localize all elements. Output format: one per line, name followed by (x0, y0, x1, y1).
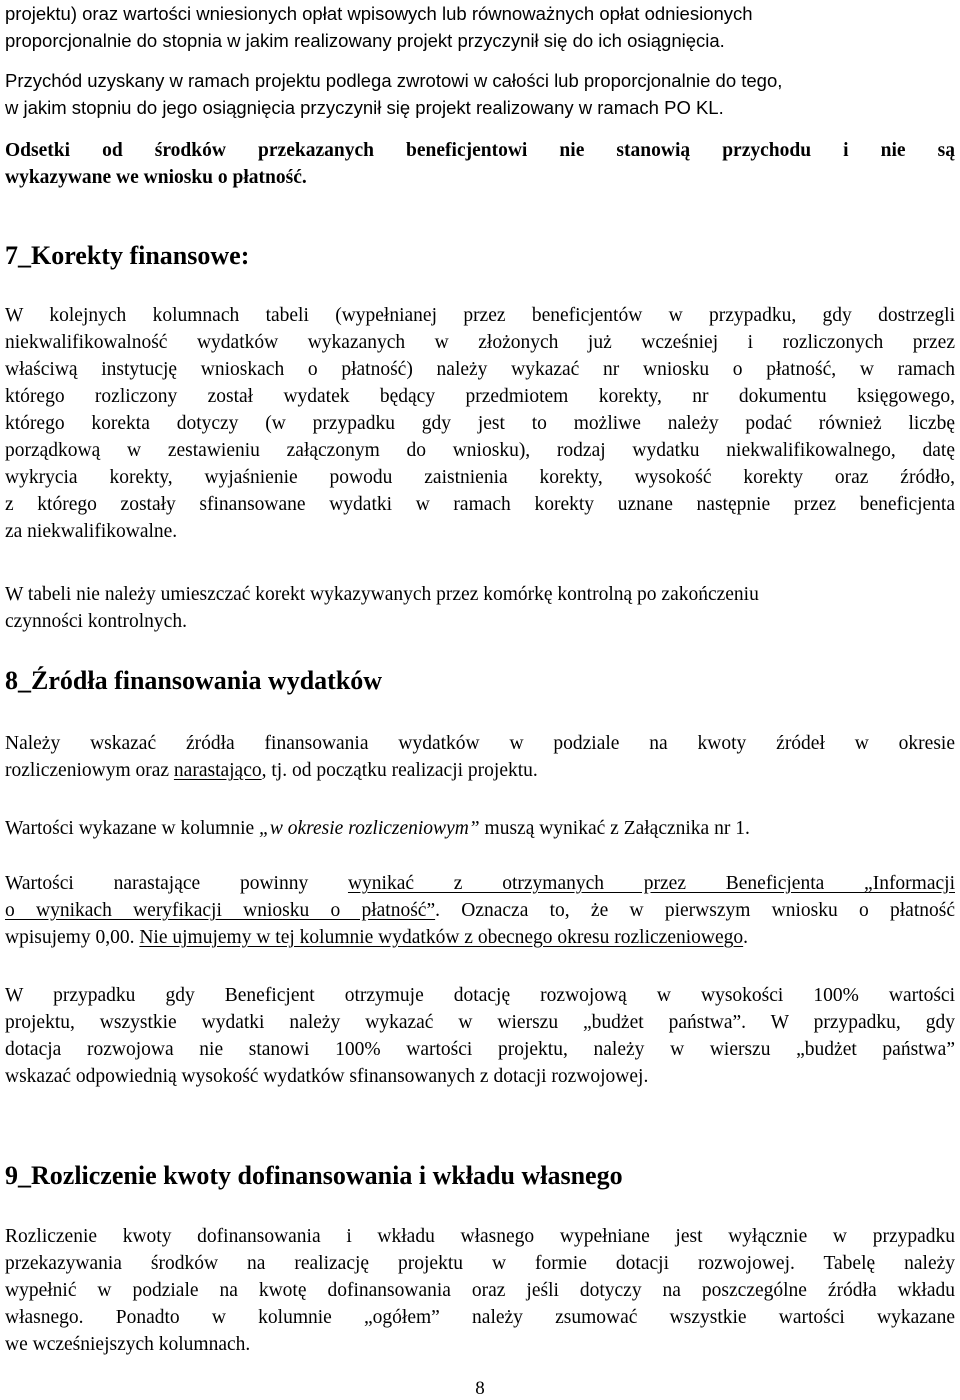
section-8-paragraph-4 (5, 982, 955, 1090)
intro-line: proporcjonalnie do stopnia w jakim realizowany projekt przyczynił się do ich osiągnięcia. (5, 30, 725, 51)
section-9-paragraph-1 (5, 1223, 955, 1358)
text-line: wykrycia korekty, wyjaśnienie powodu zaistnienia korekty, wysokość korekty oraz źródło, (5, 467, 955, 488)
income-line: w jakim stopniu do jego osiągnięcia przyczynił się projekt realizowany w ramach PO KL. (5, 97, 724, 118)
section-8-paragraph-2 (5, 815, 955, 842)
section-9-heading: 9_Rozliczenie kwoty dofinansowania i wkładu własnego (5, 1161, 623, 1190)
text-line: dotacja rozwojowa nie stanowi 100% wartości projektu, należy w wierszu „budżet państwa” (5, 1039, 955, 1060)
interest-line: wykazywane we wniosku o płatność. (5, 167, 307, 188)
underlined-text: wynikać z otrzymanych przez Beneficjenta „Informacji (347, 873, 955, 894)
underlined-text: Nie ujmujemy w tej kolumnie wydatków z obecnego okresu rozliczeniowego (139, 927, 744, 948)
income-line: Przychód uzyskany w ramach projektu podlega zwrotowi w całości lub proporcjonalnie do tego, (5, 70, 783, 91)
text-line: o wynikach weryfikacji wniosku o płatność”. Oznacza to, że w pierwszym wniosku o płatność (5, 900, 955, 921)
interest-note (5, 137, 955, 191)
text-line: czynności kontrolnych. (5, 611, 187, 632)
text-line: Wartości wykazane w kolumnie „w okresie rozliczeniowym” muszą wynikać z Załącznika nr 1. (5, 818, 750, 839)
text-line: W kolejnych kolumnach tabeli (wypełnianej przez beneficjentów w przypadku, gdy dostrzegli (5, 305, 955, 326)
text-line: W przypadku gdy Beneficjent otrzymuje dotację rozwojową w wysokości 100% wartości (5, 985, 955, 1006)
text-line: z którego zostały sfinansowane wydatki w ramach korekty uznane następnie przez beneficjenta (5, 494, 955, 515)
text-line: za niekwalifikowalne. (5, 521, 178, 542)
text-line: przekazywania środków na realizację projektu w formie dotacji rozwojowej. Tabelę należy (5, 1253, 955, 1274)
text-line: którego korekta dotyczy (w przypadku gdy jest to możliwe należy podać również liczbę (5, 413, 955, 434)
text-line: niekwalifikowalność wydatków wykazanych w złożonych już wcześniej i rozliczonych przez (5, 332, 955, 353)
text-line: projektu, wszystkie wydatki należy wykazać w wierszu „budżet państwa”. W przypadku, gdy (5, 1012, 955, 1033)
text-line: wskazać odpowiednią wysokość wydatków sfinansowanych z dotacji rozwojowej. (5, 1066, 649, 1087)
section-8-heading: 8_Źródła finansowania wydatków (5, 666, 383, 695)
italic-text: „w okresie rozliczeniowym” (259, 818, 480, 839)
income-paragraph (5, 67, 955, 121)
section-8-paragraph-3 (5, 870, 955, 951)
text-line: Należy wskazać źródła finansowania wydatków w podziale na kwoty źródeł w okresie (5, 733, 955, 754)
intro-line: projektu) oraz wartości wniesionych opłat wpisowych lub równoważnych opłat odniesionych (5, 3, 753, 24)
text-line: W tabeli nie należy umieszczać korekt wykazywanych przez komórkę kontrolną po zakończeniu (5, 584, 759, 605)
section-7-paragraph-2 (5, 581, 955, 635)
text-line: właściwą instytucję wnioskach o płatność) należy wykazać nr wniosku o płatność, w ramach (5, 359, 955, 380)
section-8-paragraph-1 (5, 730, 955, 784)
underlined-text: o wynikach weryfikacji wniosku o płatność” (5, 900, 436, 921)
text-line: porządkową w zestawieniu załączonym do wniosku), rodzaj wydatku niekwalifikowalnego, datę (5, 440, 955, 461)
text-line: którego rozliczony został wydatek będący przedmiotem korekty, nr dokumentu księgowego, (5, 386, 955, 407)
text-line: Rozliczenie kwoty dofinansowania i wkładu własnego wypełniane jest wyłącznie w przypadku (5, 1226, 955, 1247)
section-7-paragraph-1 (5, 302, 955, 545)
text-line: we wcześniejszych kolumnach. (5, 1334, 251, 1355)
text-line: rozliczeniowym oraz narastająco, tj. od początku realizacji projektu. (5, 760, 538, 781)
interest-line: Odsetki od środków przekazanych beneficjentowi nie stanowią przychodu i nie są (5, 140, 955, 161)
text-line: wpisujemy 0,00. Nie ujmujemy w tej kolumnie wydatków z obecnego okresu rozliczeniowego. (5, 927, 749, 948)
text-line: własnego. Ponadto w kolumnie „ogółem” należy zsumować wszystkie wartości wykazane (5, 1307, 955, 1328)
text-line: Wartości narastające powinny wynikać z otrzymanych przez Beneficjenta „Informacji (5, 873, 955, 894)
section-7-heading: 7_Korekty finansowe: (5, 241, 250, 270)
text-line: wypełnić w podziale na kwotę dofinansowania oraz jeśli dotyczy na poszczególne źródła wkładu (5, 1280, 955, 1301)
page-number: 8 (475, 1378, 485, 1399)
intro-paragraph (5, 0, 955, 54)
underlined-text: narastająco (173, 760, 262, 781)
